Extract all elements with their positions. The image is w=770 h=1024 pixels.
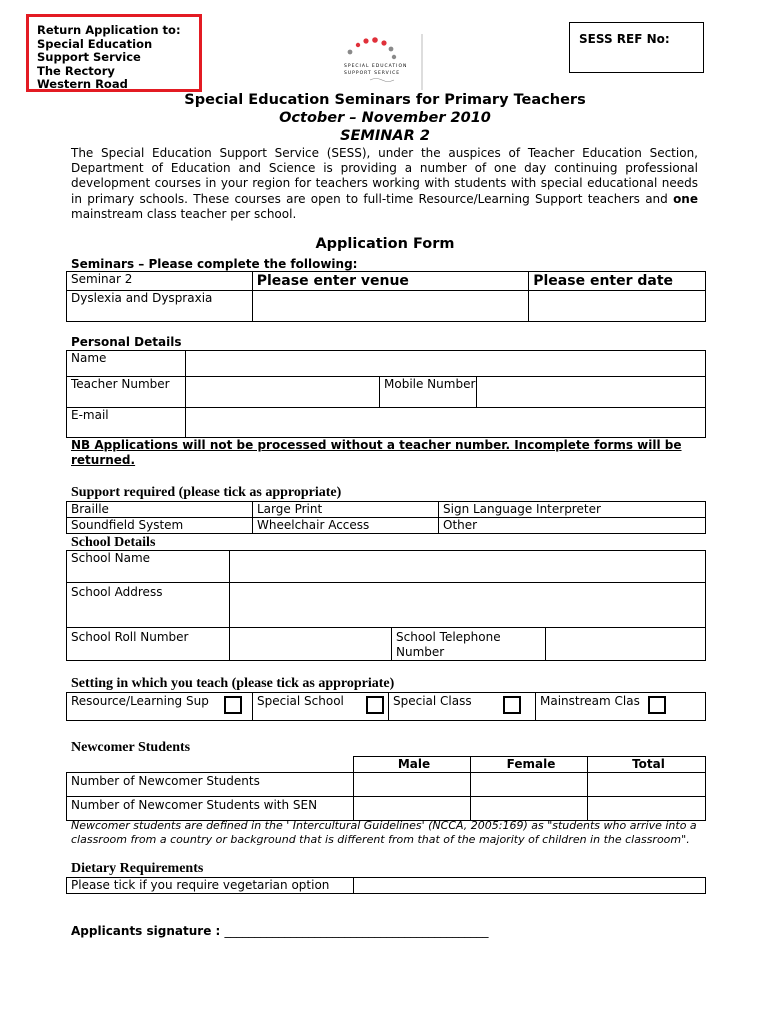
seminar-topic-cell: Dyslexia and Dyspraxia	[67, 291, 253, 322]
telephone-label: School Telephone Number	[392, 628, 546, 661]
email-input[interactable]	[186, 408, 706, 438]
setting-special-class-label: Special Class	[393, 694, 472, 708]
newcomer-table	[66, 756, 706, 821]
teacher-number-input[interactable]	[186, 377, 380, 408]
sess-ref-label: SESS REF No:	[579, 32, 670, 46]
large-print-option[interactable]: Large Print	[253, 502, 439, 518]
support-heading: Support required (please tick as appropriate)	[71, 485, 342, 500]
email-label: E-mail	[67, 408, 186, 438]
dietary-heading: Dietary Requirements	[71, 861, 204, 876]
school-name-label: School Name	[67, 551, 230, 583]
setting-resource-cell	[67, 693, 253, 721]
seminars-heading: Seminars – Please complete the following:	[71, 257, 358, 271]
name-input[interactable]	[186, 351, 706, 377]
soundfield-option[interactable]: Soundfield System	[67, 518, 253, 534]
teacher-number-label: Teacher Number	[67, 377, 186, 408]
other-option[interactable]: Other	[439, 518, 706, 534]
vegetarian-input[interactable]	[354, 878, 706, 894]
return-line: The Rectory	[37, 63, 115, 78]
mobile-number-input[interactable]	[477, 377, 706, 408]
signature-label: Applicants signature :	[71, 924, 221, 938]
setting-heading: Setting in which you teach (please tick as appropriate)	[71, 676, 395, 691]
intro-paragraph	[71, 146, 698, 222]
resource-checkbox[interactable]	[224, 696, 242, 714]
newcomer-sen-row-label: Number of Newcomer Students with SEN	[67, 797, 354, 821]
date-input[interactable]	[529, 291, 706, 322]
newcomer-total-input[interactable]	[588, 773, 706, 797]
support-table	[66, 501, 706, 534]
vegetarian-label: Please tick if you require vegetarian option	[67, 878, 354, 894]
signature-row	[71, 924, 489, 938]
seminar-title: SEMINAR 2	[340, 128, 430, 144]
return-line: Western Road	[37, 77, 128, 92]
wheelchair-option[interactable]: Wheelchair Access	[253, 518, 439, 534]
special-class-checkbox[interactable]	[503, 696, 521, 714]
logo-text-line2: SUPPORT SERVICE	[344, 71, 401, 76]
return-line: Special Education	[37, 36, 153, 51]
logo-text-line1: SPECIAL EDUCATION	[344, 64, 408, 69]
setting-special-school-label: Special School	[257, 694, 344, 708]
form-title: Application Form	[315, 236, 455, 252]
braille-option[interactable]: Braille	[67, 502, 253, 518]
date-header: Please enter date	[529, 272, 706, 291]
newcomer-sen-total-input[interactable]	[588, 797, 706, 821]
roll-number-label: School Roll Number	[67, 628, 230, 661]
roll-number-input[interactable]	[230, 628, 392, 661]
sess-ref-box[interactable]	[569, 22, 704, 73]
sess-logo-icon	[340, 32, 430, 92]
total-header: Total	[588, 757, 706, 773]
newcomer-note: Newcomer students are defined in the ' Intercultural Guidelines' (NCCA, 2005:169) as "students who arrive into a classroom from a country or background that is different from that of the majority of children in the classroom".	[71, 819, 697, 846]
venue-header: Please enter venue	[252, 272, 529, 291]
seminars-table	[66, 271, 706, 322]
telephone-input[interactable]	[546, 628, 706, 661]
personal-details-heading: Personal Details	[71, 335, 182, 349]
mainstream-checkbox[interactable]	[648, 696, 666, 714]
sign-language-option[interactable]: Sign Language Interpreter	[439, 502, 706, 518]
school-details-heading: School Details	[71, 535, 156, 550]
newcomer-row-label: Number of Newcomer Students	[67, 773, 354, 797]
school-name-input[interactable]	[230, 551, 706, 583]
school-address-input[interactable]	[230, 583, 706, 628]
setting-special-class-cell	[389, 693, 536, 721]
newcomer-corner	[67, 757, 354, 773]
sess-logo	[340, 32, 430, 92]
dietary-table	[66, 877, 706, 894]
setting-table	[66, 692, 706, 721]
setting-mainstream-label: Mainstream Clas	[540, 694, 640, 708]
school-address-label: School Address	[67, 583, 230, 628]
name-label: Name	[67, 351, 186, 377]
page-subtitle: October – November 2010	[279, 110, 491, 126]
nb-notice: NB Applications will not be processed without a teacher number. Incomplete forms will be returned.	[71, 438, 682, 467]
intro-text-end: mainstream class teacher per school.	[71, 206, 297, 221]
newcomer-sen-male-input[interactable]	[354, 797, 471, 821]
school-details-table	[66, 550, 706, 661]
newcomer-heading: Newcomer Students	[71, 740, 191, 755]
newcomer-sen-female-input[interactable]	[471, 797, 588, 821]
return-address-box	[26, 14, 202, 92]
newcomer-male-input[interactable]	[354, 773, 471, 797]
page-title: Special Education Seminars for Primary Teachers	[184, 92, 586, 108]
setting-resource-label: Resource/Learning Sup	[71, 694, 209, 708]
female-header: Female	[471, 757, 588, 773]
setting-mainstream-cell	[536, 693, 706, 721]
special-school-checkbox[interactable]	[366, 696, 384, 714]
return-line: Return Application to:	[37, 23, 181, 37]
return-line: Support Service	[37, 50, 141, 65]
newcomer-female-input[interactable]	[471, 773, 588, 797]
intro-text: The Special Education Support Service (SESS), under the auspices of Teacher Education Section, Department of Education and Science is providing a number of one day continuing professional development courses in your region for teachers working with students with special educational needs in primary schools. These courses are open to full-time Resource/Learning Support teachers and	[71, 146, 698, 206]
setting-special-school-cell	[253, 693, 389, 721]
personal-details-table	[66, 350, 706, 438]
venue-input[interactable]	[252, 291, 529, 322]
intro-bold: one	[673, 191, 698, 206]
male-header: Male	[354, 757, 471, 773]
seminar-name-cell: Seminar 2	[67, 272, 253, 291]
mobile-number-label: Mobile Number	[380, 377, 477, 408]
signature-line[interactable]: ____________________________________________	[224, 924, 489, 938]
